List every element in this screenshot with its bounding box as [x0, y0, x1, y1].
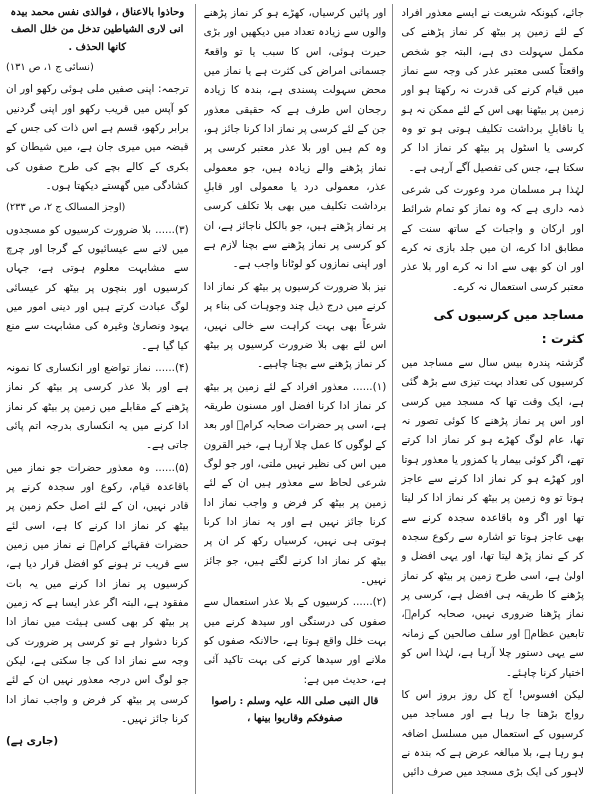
column-right: [401, 4, 584, 794]
column-left: [6, 4, 196, 794]
paragraph: اور پائیں کرسیاں، کھڑے ہو کر نماز پڑھنے والوں سے زیادہ تعداد میں دیکھیں اور بڑی حیرت ہوئی، اس کا سبب یا تو واقعۃً جسمانی امراض کی کثرت ہے یا نماز میں محض سہولت پسندی ہے، بندہ کا زیادہ رجحان اس طرف ہے کہ حقیقی معذور جن کے لئے کرسی پر نماز ادا کرنا جائز ہو، وہ کم ہیں اور بلا عذر معتبر کرسی پر نماز پڑھنے والے زیادہ ہیں، جو معمولی عذر، معمولی درد یا معمولی اور قابلِ برداشت تکلیف میں بھی بلا تکلف کرسی پر نماز پڑھتے ہیں، جو بالکل ناجائز ہے، ان کو کرسی پر نماز پڑھنے سے بچنا لازم ہے اور اپنی نمازوں کو لوٹانا واجب ہے۔: [203, 7, 387, 271]
paragraph: (۵)...... وہ معذور حضرات جو نماز میں باقاعدہ قیام، رکوع اور سجدہ کرنے پر قادر نہیں، ان کے لئے اصل حکم زمین پر بیٹھ کر نماز ادا کرنے کا ہے، اسی لئے حضرات فقہائے کرامؒ نے نماز میں زمین سے قریب تر ہونے کو افضل قرار دیا ہے، کرسیوں پر نماز ادا کرنے میں یہ بات مفقود ہے، البتہ اگر عذر ایسا ہے کہ زمین پر بیٹھ کر بھی کسی ہیئت میں نماز ادا کرنا دشوار ہے تو کرسی پر ضرورت کی وجہ سے نماز ادا کی جا سکتی ہے، لیکن جو لوگ اس درجہ معذور نہیں ان کے لئے کرسی پر بیٹھ کر فرض و واجب نماز ادا کرنا جائز نہیں۔: [5, 461, 189, 726]
hadith-text: قال النبی صلی اللہ علیہ وسلم : راصوا صفوفکم وقاربوا بینھا ،: [211, 695, 379, 725]
paragraph: نیز بلا ضرورت کرسیوں پر بیٹھ کر نماز ادا کرنے میں درج ذیل چند وجوہات کی بناء پر شرعاً بھی بہت کراہت سے خالی نہیں، اس لئے بھی بلا ضرورت کرسیوں پر بیٹھ کر نماز پڑھنے سے بچنا چاہیے۔: [203, 280, 387, 371]
paragraph: (۳)...... بلا ضرورت کرسیوں کو مسجدوں میں لانے سے عیسائیوں کے گرجا اور چرچ سے مشابہت معلوم ہوتی ہے، جہاں کرسیوں اور بنچوں پر بیٹھ کر عیسائی لوگ عبادت کرتے ہیں اور دینی امور میں یہود ونصاریٰ وغیرہ کی مشابہت سے منع کیا گیا ہے۔: [5, 223, 189, 352]
hadith-text: وحاذوا بالاعناق ، فوالذی نفس محمد بیدہ انی لاری الشیاطین تدخل من خلل الصف کانھا الحذف .: [10, 6, 185, 53]
paragraph: (۴)...... نماز تواضع اور انکساری کا نمونہ ہے اور بلا عذر کرسی پر بیٹھ کر نماز پڑھنے کے مقابلے میں زمین پر بیٹھ کر نماز ادا کرنے میں یہ انکساری بدرجہ اتم پائی جاتی ہے۔: [5, 361, 189, 452]
paragraph: ترجمہ: اپنی صفیں ملی ہوئی رکھو اور ان کو آپس میں قریب رکھو اور اپنی گردنیں برابر رکھو، قسم ہے اس ذات کی جس کے قبضہ میں میری جان ہے، میں شیطان کو بکری کے کالے بچے کی طرح صفوں کی کشادگی میں گھستے دیکھتا ہوں۔: [5, 83, 189, 192]
citation: (نسائی ج ۱، ص ۱۳۱): [5, 62, 94, 74]
citation: (اوجز المسالک ج ۲، ص ۲۳۳): [5, 202, 126, 214]
paragraph: لیکن افسوس! آج کل روز بروز اس کا رواج بڑھتا جا رہا ہے اور مساجد میں کرسیوں کے استعمال میں مسلسل اضافہ ہو رہا ہے، بلا مبالغہ عرض ہے کہ بندہ نے لاہور کی ایک بڑی مسجد میں صرف دائیں: [401, 688, 584, 779]
paragraph: جائے، کیونکہ شریعت نے ایسے معذور افراد کے لئے زمین پر بیٹھ کر نماز پڑھنے کی مکمل سہولت دی ہے، البتہ جو شخص واقعتاً کسی معتبر عذر کی وجہ سے نماز میں قیام کرنے کی قدرت نہ رکھتا ہو اور زمین پر بیٹھنا بھی اس کے لئے ممکن نہ ہو یا ناقابلِ برداشت تکلیف ہوتی ہو تو وہ کرسی یا اسٹول پر بیٹھ کر نماز ادا کر سکتا ہے، جس کی تفصیل آگے آرہی ہے۔: [401, 7, 584, 174]
continued-note: (جاری ہے): [5, 735, 59, 748]
paragraph: لہٰذا ہر مسلمان مرد وعورت کی شرعی ذمہ داری ہے کہ وہ نماز کو تمام شرائط اور ارکان و واجبات کے ساتھ سنت کے مطابق ادا کرے، ان میں جلد بازی نہ کرے اور ان کو بھی سے ادا نہ کرے اور بلا عذر معتبر کرسی استعمال نہ کرے۔: [401, 184, 584, 293]
column-middle: [204, 4, 394, 794]
paragraph: (۱)...... معذور افراد کے لئے زمین پر بیٹھ کر نماز ادا کرنا افضل اور مسنون طریقہ ہے، اسی پر حضرات صحابہ کرامؓ اور بعد کے لوگوں کا عمل چلا آرہا ہے، خیر القرون میں اس کی نظیر نہیں ملتی، اور جو لوگ شرعی لحاظ سے معذور ہیں ان کے لئے زمین پر بیٹھ کر فرض و واجب نماز ادا کرنا جائز نہیں ہے اور یہ نماز ادا کرنا ہوتی ہی نہیں، کرسیاں رکھ کر ان پر بیٹھ کر نماز ادا کرنے لگتے ہیں، جو جائز نہیں۔: [203, 380, 387, 586]
paragraph: (۲)...... کرسیوں کے بلا عذر استعمال سے صفوں کی درستگی اور سیدھ کرنے میں بہت خلل واقع ہوتا ہے، حالانکہ صفوں کو ملانے اور سیدھا کرنے کی بہت تاکید آئی ہے، حدیث میں ہے:: [203, 596, 387, 686]
section-heading: مساجد میں کرسیوں کی کثرت :: [433, 307, 584, 346]
paragraph: گزشتہ پندرہ بیس سال سے مساجد میں کرسیوں کی تعداد بہت تیزی سے بڑھ گئی ہے، ایک وقت تھا کہ مسجد میں کرسی اور اس پر نماز پڑھنے کا کوئی تصور نہ تھا، عام لوگ کھڑے ہو کر نماز ادا کرتے تھے، اگر کوئی بیمار یا کمزور یا معذور ہوتا اور کھڑے ہو کر نماز ادا کرنے سے عاجز ہوتا تو وہ زمین پر بیٹھ کر نماز ادا کر لیتا تھا اور اگر وہ باقاعدہ سجدہ کرنے سے بھی عاجز ہوتا تو اشارہ سے رکوع سجدہ کر کے نماز پڑھ لیتا تھا، اور یہی افضل و اولیٰ ہے، اسی طرح زمین پر بیٹھ کر نماز پڑھنے کا طریقہ ہی افضل ہے، کرسی پر نماز پڑھنا ضروری نہیں، صحابہ کرامؓ، تابعین عظامؒ اور سلف صالحین کے زمانہ سے یہی دستور چلا آرہا ہے، لہٰذا اس کو اختیار کرنا چاہئے۔: [401, 357, 584, 679]
